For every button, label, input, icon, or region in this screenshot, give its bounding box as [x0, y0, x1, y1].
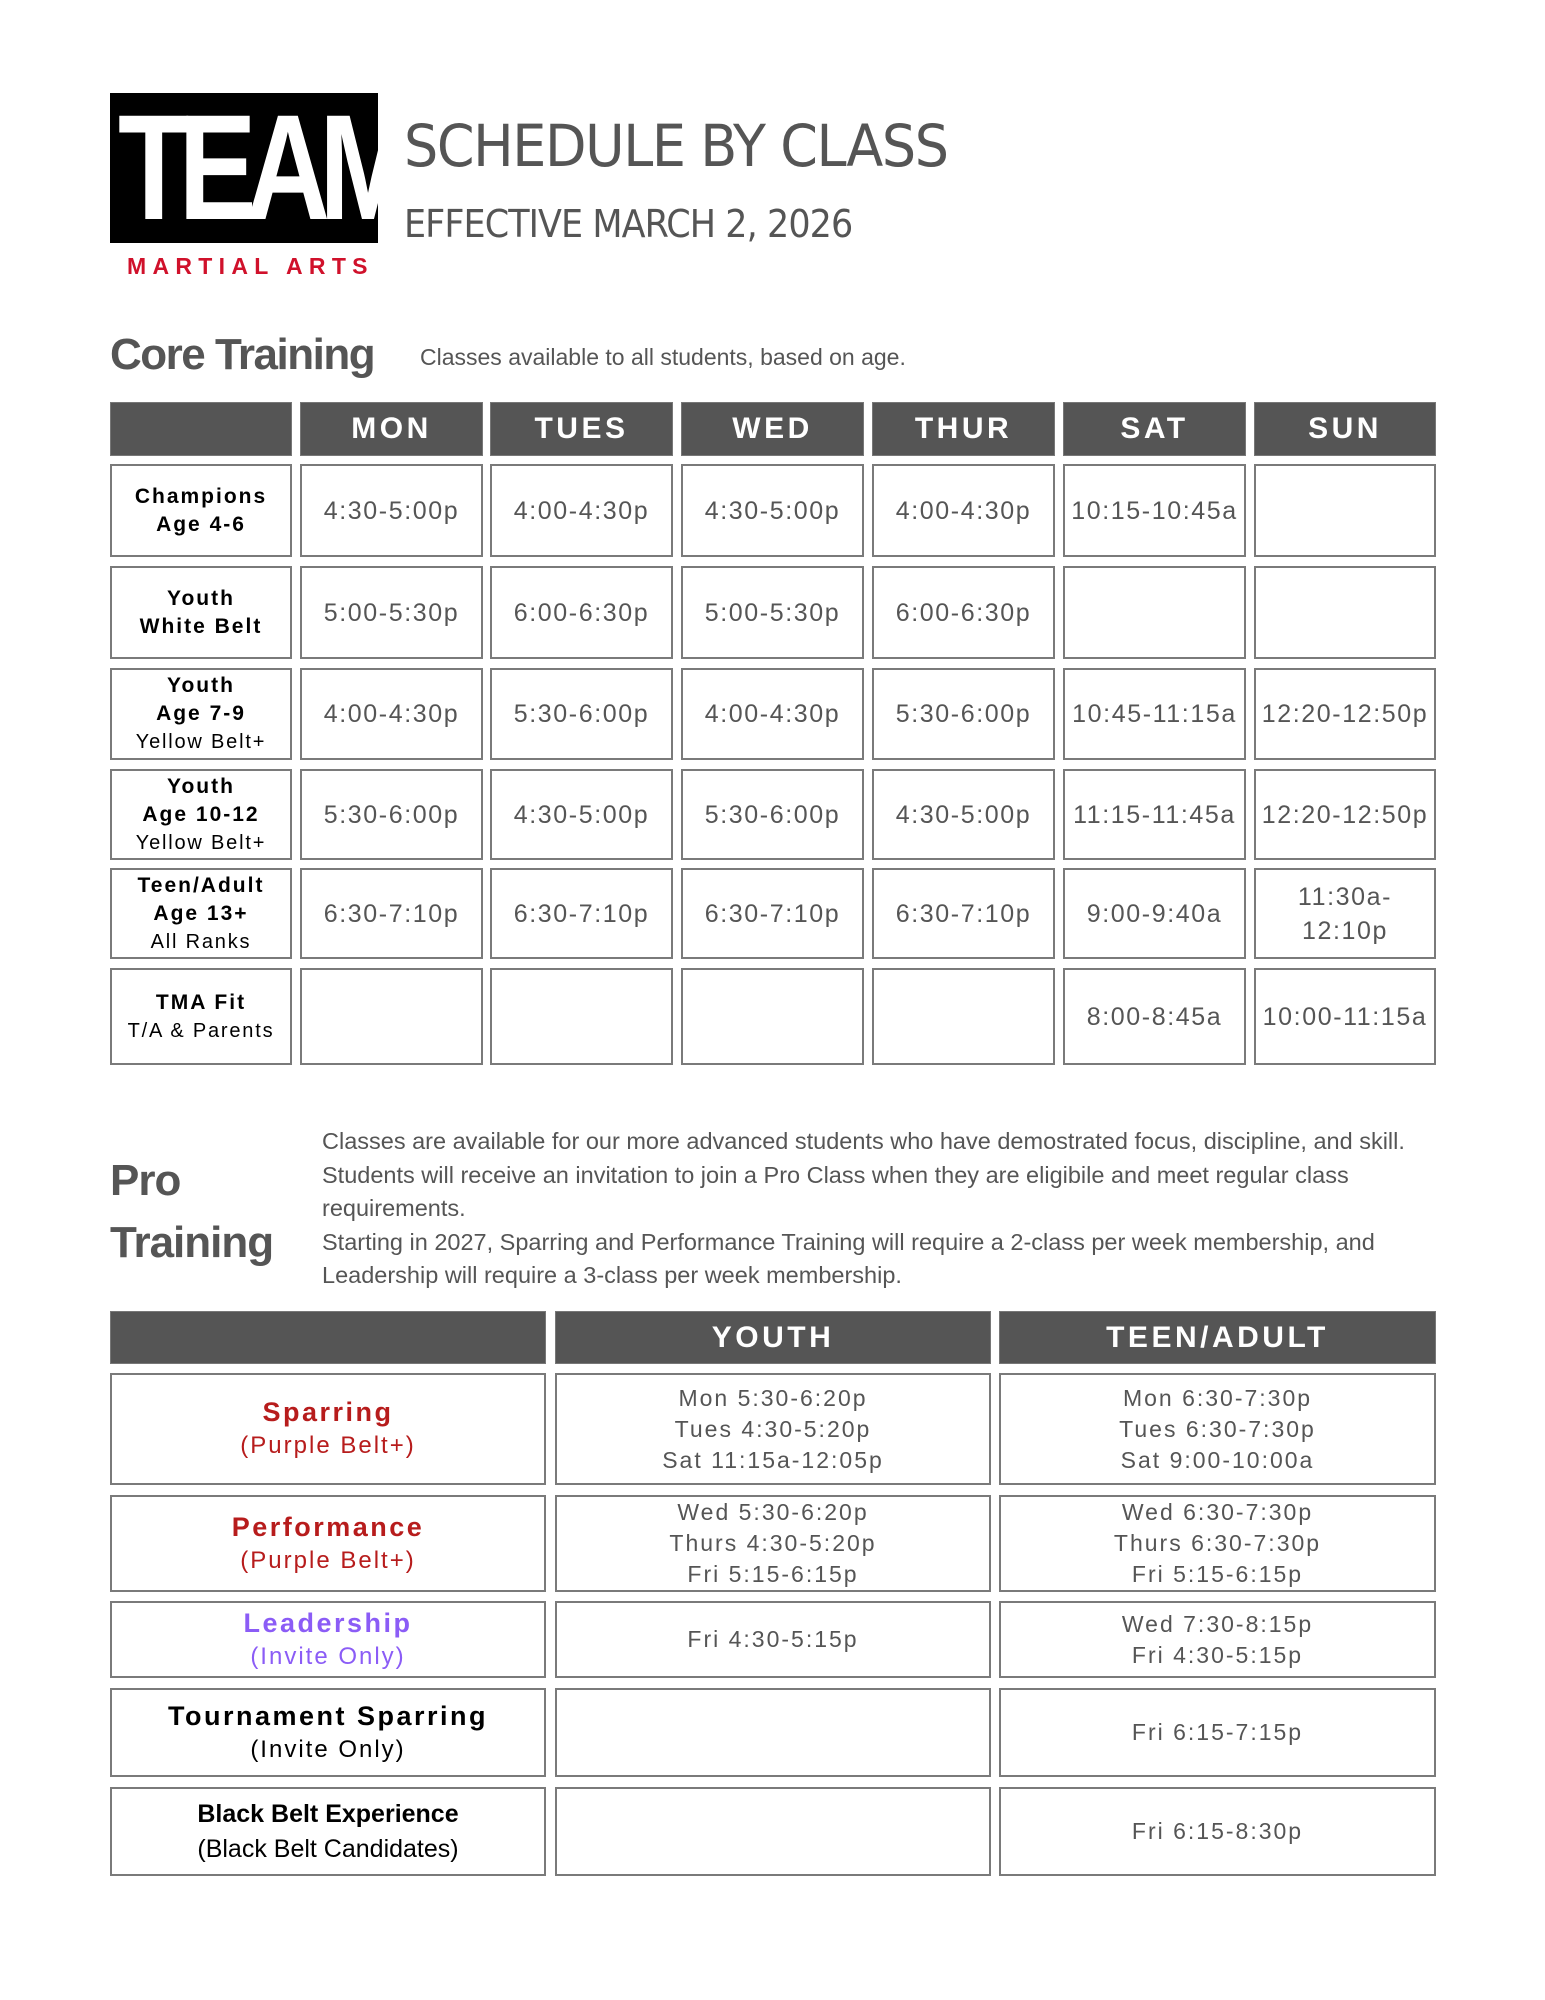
time-slot-wed	[681, 968, 864, 1065]
time-text: Fri 4:30-5:15p	[1131, 1641, 1304, 1668]
pro-training-heading	[110, 1150, 273, 1274]
pro-class-note: (Black Belt Candidates)	[197, 1834, 459, 1863]
time-text: 6:30-7:10p	[704, 899, 841, 928]
pro-class-name: Performance	[231, 1511, 425, 1542]
time-text: 11:30a- 12:10p	[1297, 882, 1393, 945]
time-slot-mon	[300, 668, 483, 760]
page-title: SCHEDULE BY CLASS	[404, 112, 948, 180]
day-header-wed: WED	[681, 402, 864, 456]
time-slot-sun	[1254, 769, 1436, 860]
time-text: Fri 6:15-7:15p	[1131, 1719, 1304, 1745]
pro-time-slot-teen	[999, 1601, 1436, 1678]
time-slot-mon	[300, 464, 483, 557]
pro-class-name: Sparring	[262, 1397, 394, 1427]
pro-class-name: Leadership	[243, 1607, 413, 1638]
pro-class-name: Black Belt Experience	[197, 1799, 459, 1828]
time-slot-tues	[490, 566, 673, 659]
time-slot-thur	[872, 868, 1055, 959]
time-text: 4:00-4:30p	[895, 496, 1032, 525]
time-text: 12:20-12:50p	[1261, 800, 1429, 829]
time-text: 6:30-7:10p	[895, 899, 1032, 928]
time-text: Sat 11:15a-12:05p	[662, 1446, 884, 1473]
class-rank-note: Yellow Belt+	[135, 831, 267, 854]
time-text: Tues 6:30-7:30p	[1119, 1415, 1316, 1442]
class-label	[110, 868, 292, 959]
header-corner	[110, 1311, 546, 1364]
time-text: Mon 6:30-7:30p	[1122, 1384, 1313, 1411]
class-label	[110, 968, 292, 1065]
time-text: 5:30-6:00p	[323, 800, 460, 829]
class-name-line: TMA Fit	[155, 990, 247, 1014]
time-text: Wed 5:30-6:20p	[677, 1499, 869, 1525]
time-slot-thur	[872, 566, 1055, 659]
pro-class-label	[110, 1787, 546, 1876]
time-slot-sat	[1063, 668, 1246, 760]
time-text: 8:00-8:45a	[1086, 1002, 1223, 1031]
time-slot-thur	[872, 968, 1055, 1065]
time-text: Thurs 6:30-7:30p	[1113, 1530, 1322, 1556]
time-slot-mon	[300, 968, 483, 1065]
time-text: 11:15-11:45a	[1073, 800, 1236, 829]
pro-class-note: (Invite Only)	[250, 1642, 406, 1670]
pro-time-slot-youth	[555, 1601, 991, 1678]
time-slot-tues	[490, 464, 673, 557]
time-text: 4:30-5:00p	[895, 800, 1032, 829]
class-name-line: Teen/Adult	[137, 873, 265, 897]
time-slot-sat	[1063, 968, 1246, 1065]
time-slot-sun	[1254, 464, 1436, 557]
time-slot-wed	[681, 769, 864, 860]
day-header-sat: SAT	[1063, 402, 1246, 456]
day-header-thur: THUR	[872, 402, 1055, 456]
class-name-line: Champions	[134, 484, 268, 508]
column-header-youth: YOUTH	[555, 1311, 991, 1364]
time-text: 10:45-11:15a	[1072, 700, 1237, 728]
time-slot-sat	[1063, 464, 1246, 557]
time-text: 6:00-6:30p	[895, 598, 1032, 627]
time-text: Thurs 4:30-5:20p	[669, 1530, 877, 1556]
time-text: 5:00-5:30p	[323, 598, 460, 627]
time-text: Tues 4:30-5:20p	[674, 1415, 872, 1442]
pro-heading-line2: Training	[110, 1218, 274, 1267]
time-text: Fri 5:15-6:15p	[687, 1561, 859, 1587]
pro-class-note: (Purple Belt+)	[240, 1432, 416, 1459]
time-text: 6:30-7:10p	[513, 899, 650, 928]
time-text: 4:00-4:30p	[323, 700, 460, 728]
time-text: Fri 4:30-5:15p	[687, 1626, 859, 1652]
time-slot-thur	[872, 769, 1055, 860]
time-text: 5:30-6:00p	[895, 700, 1032, 728]
class-name-line: Youth	[167, 674, 235, 697]
time-text: 5:30-6:00p	[704, 800, 841, 829]
time-text: 4:30-5:00p	[513, 800, 650, 829]
time-text: 5:00-5:30p	[704, 598, 841, 627]
class-name-line: Age 4-6	[156, 512, 246, 536]
time-text: Fri 5:15-6:15p	[1131, 1561, 1304, 1587]
class-rank-note: Yellow Belt+	[135, 731, 267, 753]
day-header-sun: SUN	[1254, 402, 1436, 456]
time-text: 4:30-5:00p	[323, 496, 460, 525]
time-slot-tues	[490, 668, 673, 760]
time-slot-wed	[681, 566, 864, 659]
class-name-line: White Belt	[139, 614, 263, 638]
time-text: 6:30-7:10p	[323, 899, 460, 928]
pro-time-slot-teen	[999, 1787, 1436, 1876]
time-text: Fri 6:15-8:30p	[1131, 1818, 1304, 1844]
pro-description-paragraph: Classes are available for our more advanced students who have demostrated focus, discipline, and skill. Students will receive an invitation to join a Pro Class when they are eligibile and meet regular class requirements.	[322, 1128, 1405, 1221]
time-text: Sat 9:00-10:00a	[1120, 1446, 1315, 1473]
class-rank-note: All Ranks	[150, 930, 252, 953]
core-training-description: Classes available to all students, based on age.	[420, 344, 906, 370]
time-slot-mon	[300, 769, 483, 860]
core-training-heading: Core Training	[110, 330, 375, 379]
pro-class-label	[110, 1601, 546, 1678]
day-header-mon: MON	[300, 402, 483, 456]
time-text: Wed 6:30-7:30p	[1121, 1499, 1314, 1525]
team-martial-arts-logo	[110, 83, 406, 283]
time-slot-mon	[300, 868, 483, 959]
class-name-line: Age 7-9	[156, 702, 246, 725]
time-slot-thur	[872, 464, 1055, 557]
pro-time-slot-teen	[999, 1688, 1436, 1777]
pro-training-description	[322, 1125, 1442, 1293]
pro-description-paragraph: Starting in 2027, Sparring and Performance Training will require a 2-class per week membership, and Leadership will require a 3-class per week membership.	[322, 1228, 1375, 1288]
class-label	[110, 566, 292, 659]
class-name-line: Youth	[167, 586, 235, 610]
time-text: 9:00-9:40a	[1086, 899, 1223, 928]
time-slot-tues	[490, 769, 673, 860]
time-slot-sun	[1254, 566, 1436, 659]
pro-class-label	[110, 1373, 546, 1485]
class-name-line: Age 13+	[153, 901, 249, 925]
class-name-line: Youth	[167, 774, 235, 798]
time-text: 6:00-6:30p	[513, 598, 650, 627]
logo-block	[110, 83, 406, 251]
pro-time-slot-teen	[999, 1495, 1436, 1592]
class-label	[110, 668, 292, 760]
class-name-line: Age 10-12	[142, 802, 260, 826]
day-header-tues: TUES	[490, 402, 673, 456]
time-text: 4:00-4:30p	[704, 700, 841, 728]
pro-class-note: (Invite Only)	[250, 1735, 406, 1763]
class-label	[110, 464, 292, 557]
time-slot-tues	[490, 968, 673, 1065]
class-rank-note: T/A & Parents	[127, 1019, 275, 1042]
class-label	[110, 769, 292, 860]
time-slot-sun	[1254, 968, 1436, 1065]
pro-time-slot-youth	[555, 1495, 991, 1592]
time-slot-sat	[1063, 566, 1246, 659]
time-text: Wed 7:30-8:15p	[1121, 1610, 1314, 1637]
time-text: 10:15-10:45a	[1071, 496, 1238, 525]
time-slot-wed	[681, 668, 864, 760]
time-slot-wed	[681, 868, 864, 959]
header-corner	[110, 402, 292, 456]
pro-time-slot-youth	[555, 1688, 991, 1777]
time-slot-wed	[681, 464, 864, 557]
pro-heading-line1: Pro	[110, 1156, 181, 1205]
pro-class-label	[110, 1688, 546, 1777]
time-slot-sun	[1254, 868, 1436, 959]
logo-wordmark: TEAM	[118, 83, 406, 251]
pro-time-slot-youth	[555, 1787, 991, 1876]
pro-class-name: Tournament Sparring	[167, 1700, 489, 1731]
effective-date: EFFECTIVE MARCH 2, 2026	[404, 202, 853, 246]
logo-tagline: MARTIAL ARTS	[127, 253, 374, 279]
pro-time-slot-youth	[555, 1373, 991, 1485]
column-header-teen-adult: TEEN/ADULT	[999, 1311, 1436, 1364]
time-text: 12:20-12:50p	[1261, 700, 1429, 728]
pro-time-slot-teen	[999, 1373, 1436, 1485]
time-slot-tues	[490, 868, 673, 959]
time-text: 5:30-6:00p	[513, 700, 650, 728]
time-text: 4:30-5:00p	[704, 496, 841, 525]
time-text: Mon 5:30-6:20p	[678, 1384, 868, 1411]
time-text: 4:00-4:30p	[513, 496, 650, 525]
time-slot-mon	[300, 566, 483, 659]
pro-class-label	[110, 1495, 546, 1592]
time-slot-sun	[1254, 668, 1436, 760]
time-slot-sat	[1063, 769, 1246, 860]
time-slot-sat	[1063, 868, 1246, 959]
time-slot-thur	[872, 668, 1055, 760]
pro-class-note: (Purple Belt+)	[240, 1546, 416, 1574]
time-text: 10:00-11:15a	[1262, 1002, 1428, 1031]
